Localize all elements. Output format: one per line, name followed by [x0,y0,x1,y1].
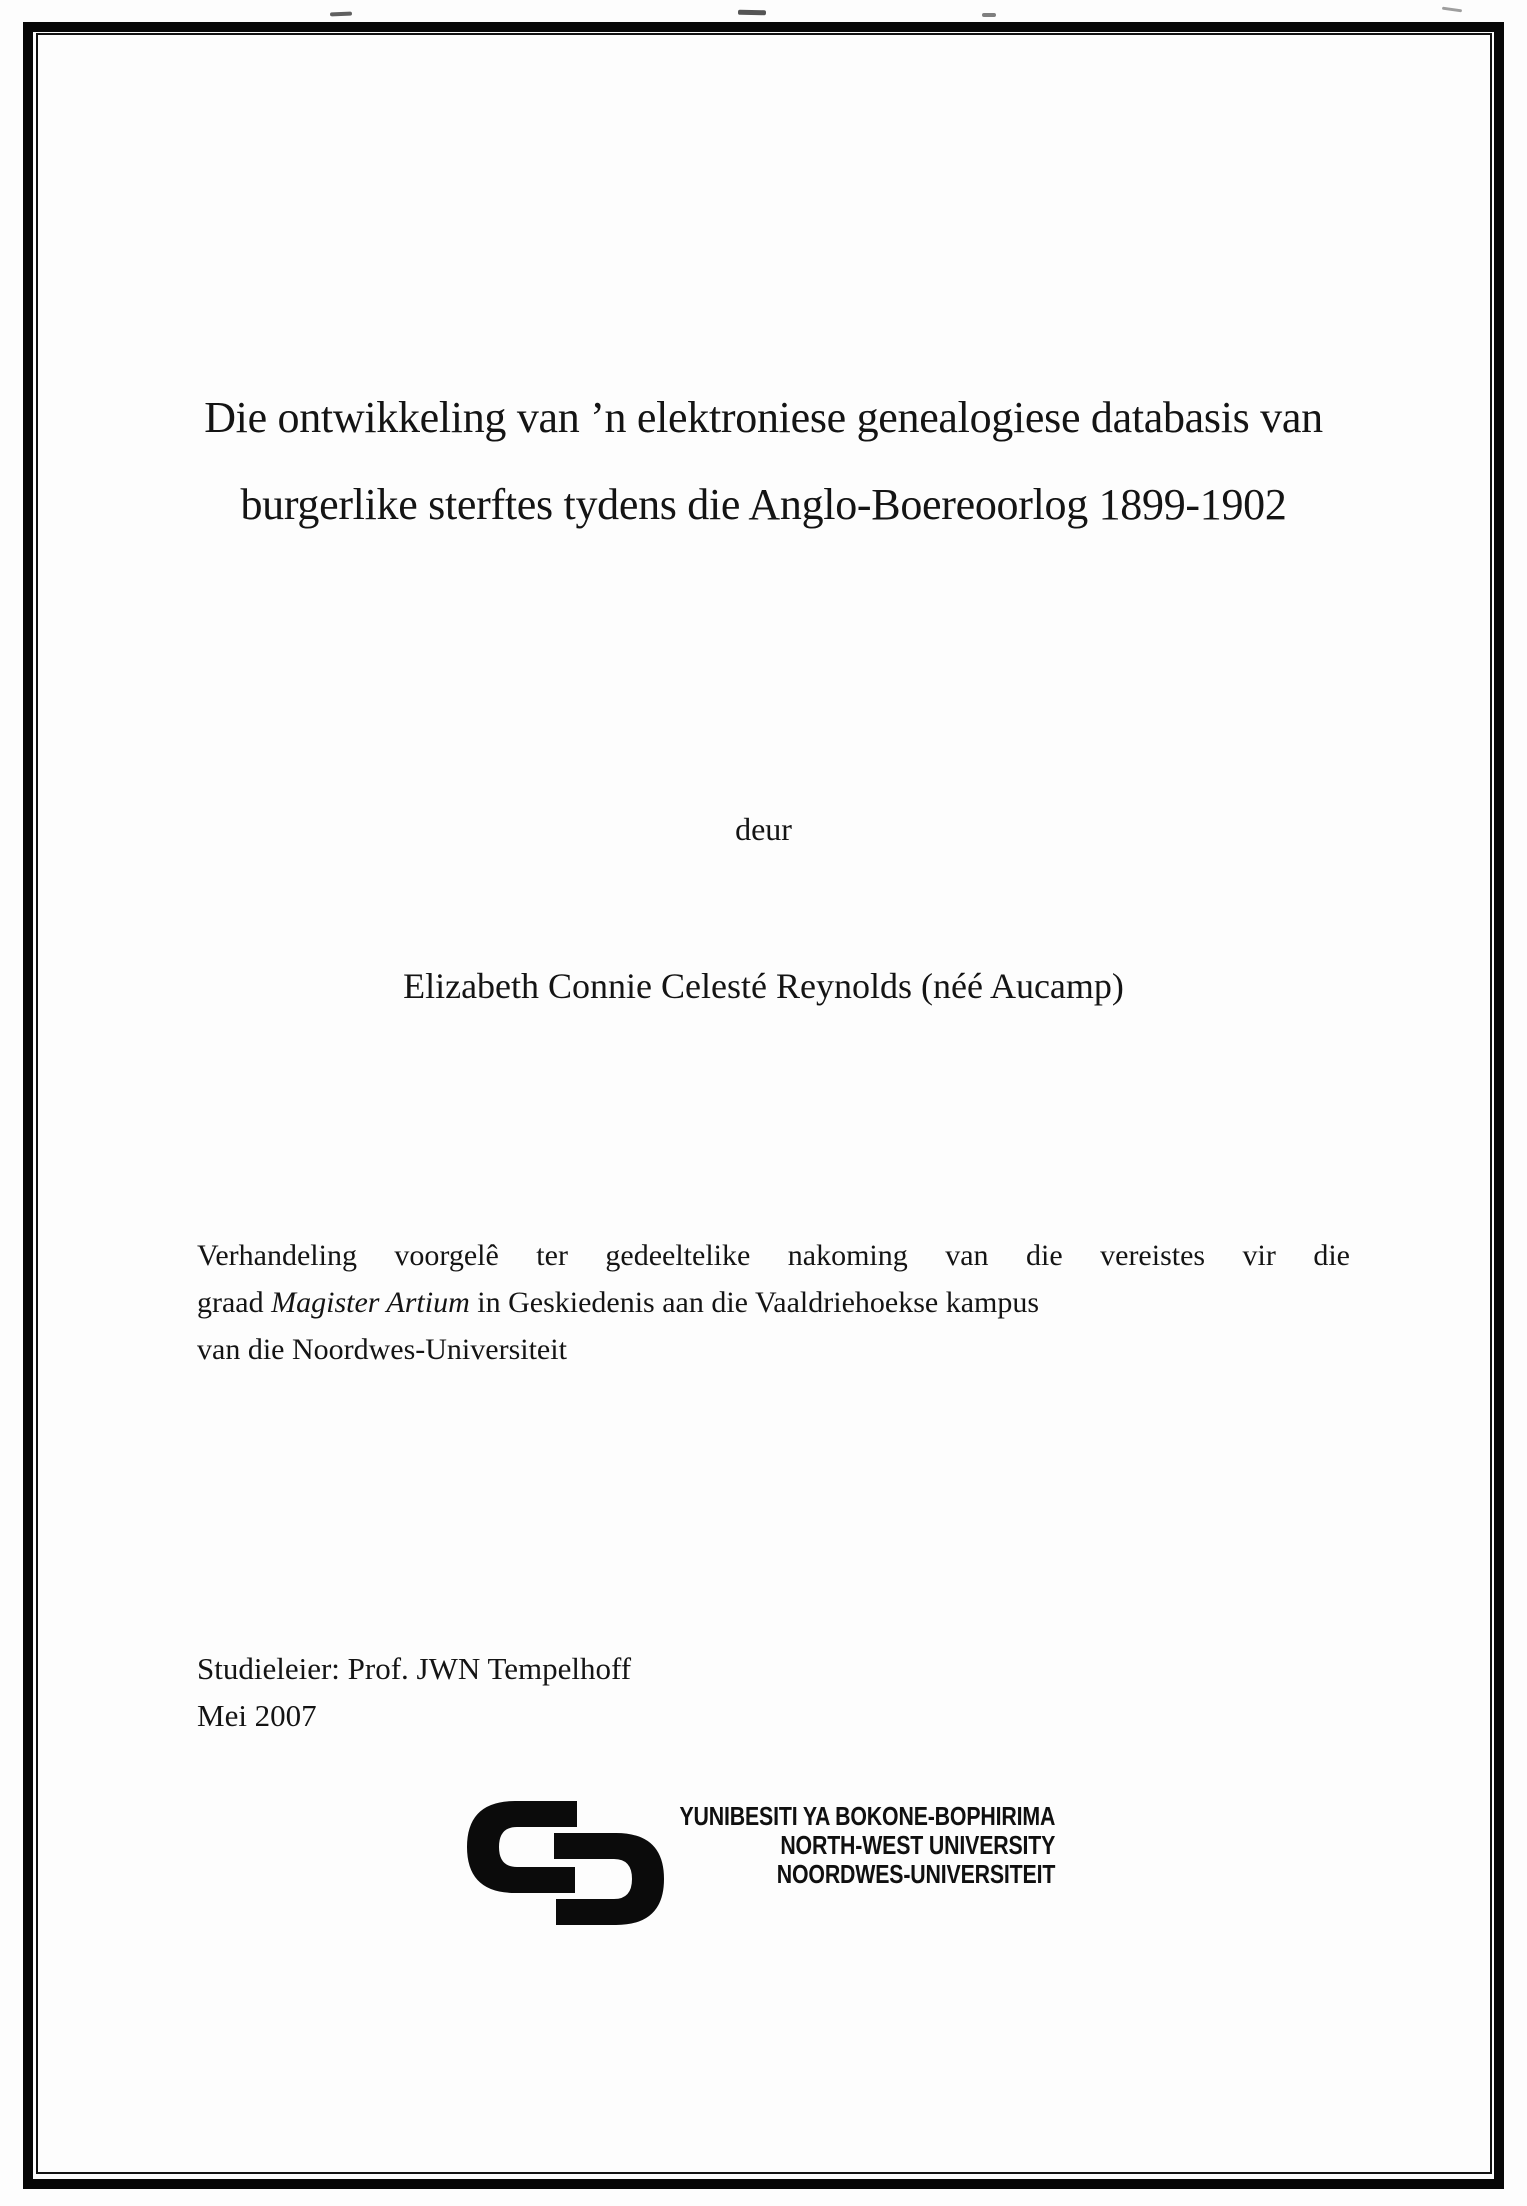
date-line: Mei 2007 [197,1698,317,1733]
degree-statement-line2-post: in Geskiedenis aan die Vaaldriehoekse kampus [469,1286,1040,1319]
scan-speckle [738,10,766,15]
logo-text-afrikaans: NOORDWES-UNIVERSITEIT [776,1859,1055,1889]
degree-statement-line-1: Verhandeling voorgelê ter gedeeltelike nakoming van die vereistes vir die [197,1239,1350,1272]
degree-statement-line2-pre: graad [197,1286,272,1319]
degree-name-italic: Magister Artium [271,1286,470,1319]
scan-speckle [1442,7,1462,13]
supervisor-line: Studieleier: Prof. JWN Tempelhoff [197,1651,632,1686]
university-logo-icon [467,1801,667,1931]
author-name: Elizabeth Connie Celesté Reynolds (néé Aucamp) [403,966,1124,1006]
logo-text-setswana: YUNIBESITI YA BOKONE-BOPHIRIMA [679,1801,1055,1831]
thesis-title-line-1: Die ontwikkeling van ’n elektroniese genealogiese databasis van [204,393,1323,442]
logo-text-english: NORTH-WEST UNIVERSITY [780,1830,1055,1860]
degree-statement [197,1232,1350,1373]
scan-speckle [982,13,996,17]
scan-speckle [330,12,352,17]
thesis-title-line-2: burgerlike sterftes tydens die Anglo-Boereoorlog 1899-1902 [240,480,1287,529]
byline-deur: deur [735,811,792,847]
university-logo-text [679,1802,1055,1889]
supervisor-block [197,1645,631,1739]
degree-statement-line-3: van die Noordwes-Universiteit [197,1333,567,1366]
degree-statement-line-2 [197,1279,1350,1326]
